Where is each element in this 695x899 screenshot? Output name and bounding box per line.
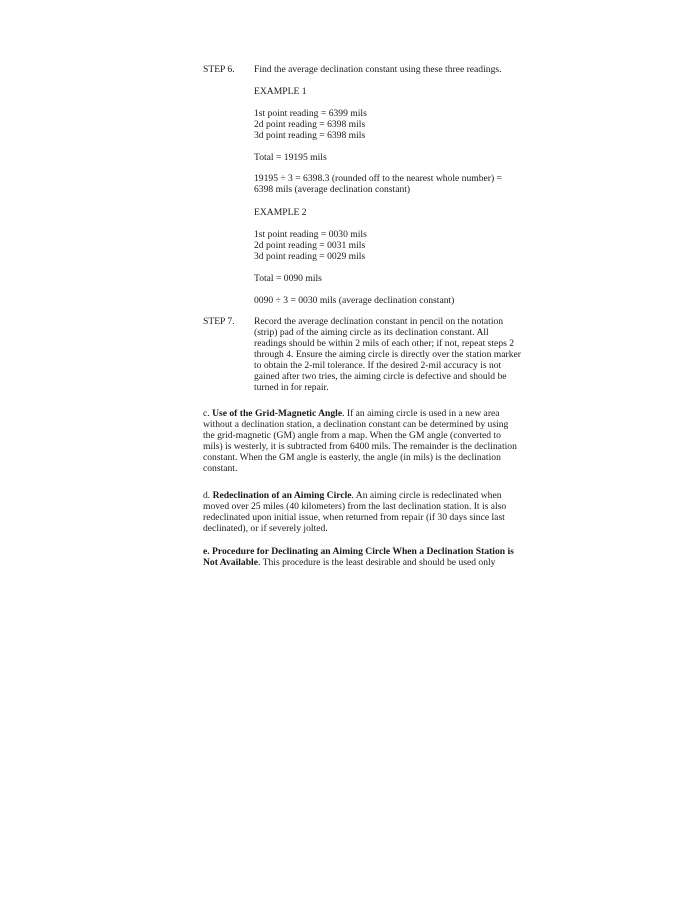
section-c-first-line	[203, 408, 533, 419]
example-1-readings	[254, 108, 524, 141]
section-d-title: Redeclination of an Aiming Circle	[212, 490, 352, 501]
section-e-second-line	[203, 557, 533, 568]
section-d-text: . An aiming circle is redeclinated when	[351, 490, 502, 501]
step-6-instruction: Find the average declination constant using these three readings.	[254, 64, 502, 75]
step-7-line: (strip) pad of the aiming circle as its declination constant. All	[254, 327, 489, 338]
section-d-line: moved over 25 miles (40 kilometers) from the last declination station. It is also	[203, 501, 507, 512]
step-7-line: Record the average declination constant in pencil on the notation	[254, 316, 504, 327]
example-1-reading: 1st point reading = 6399 mils	[254, 108, 367, 119]
step-7-line: turned in for repair.	[254, 382, 329, 393]
example-2-reading: 1st point reading = 0030 mils	[254, 229, 367, 240]
section-c-line: without a declination station, a declination constant can be determined by using	[203, 419, 509, 430]
section-c-line: the grid-magnetic (GM) angle from a map. When the GM angle (converted to	[203, 430, 501, 441]
section-c-prefix: c.	[203, 408, 213, 419]
example-2-total-block	[254, 273, 524, 284]
example-2-readings	[254, 229, 524, 262]
section-e-title-line: e. Procedure for Declinating an Aiming Circle When a Declination Station is	[203, 546, 514, 557]
example-1-heading-block	[254, 86, 524, 97]
section-c-line: constant. When the GM angle is easterly, the angle (in mils) is the declination	[203, 452, 501, 463]
section-c-text: . If an aiming circle is used in a new area	[342, 408, 500, 419]
example-2-total: Total = 0090 mils	[254, 273, 322, 284]
section-d-prefix: d.	[203, 490, 213, 501]
example-1-calc-line: 19195 ÷ 3 = 6398.3 (rounded off to the nearest whole number) =	[254, 173, 502, 184]
example-1-total-block	[254, 152, 524, 163]
step-6-label: STEP 6.	[203, 64, 235, 75]
example-1-calculation	[254, 173, 524, 195]
section-d-first-line	[203, 490, 533, 501]
step-7-line: to obtain the 2-mil tolerance. If the desired 2-mil accuracy is not	[254, 360, 502, 371]
example-2-heading: EXAMPLE 2	[254, 207, 307, 218]
section-c-line: mils) is westerly, it is subtracted from 6400 mils. The remainder is the declination	[203, 441, 517, 452]
section-e-text: . This procedure is the least desirable and should be used only	[258, 557, 496, 568]
step-7-body	[254, 316, 524, 393]
example-2-calculation	[254, 295, 524, 306]
step-7-line: through 4. Ensure the aiming circle is directly over the station marker	[254, 349, 521, 360]
section-e-paragraph	[203, 546, 533, 568]
example-1-total: Total = 19195 mils	[254, 152, 327, 163]
section-e-title-end: Not Available	[203, 557, 258, 568]
section-c-paragraph	[203, 408, 533, 474]
step-7-line: readings should be within 2 mils of each other; if not, repeat steps 2	[254, 338, 515, 349]
example-2-heading-block	[254, 207, 524, 218]
example-1-calc-line: 6398 mils (average declination constant)	[254, 184, 411, 195]
example-1-heading: EXAMPLE 1	[254, 86, 307, 97]
section-c-line: constant.	[203, 463, 238, 474]
step-7-line: gained after two tries, the aiming circle is defective and should be	[254, 371, 507, 382]
example-1-reading: 3d point reading = 6398 mils	[254, 130, 366, 141]
step-6-body	[254, 64, 524, 75]
example-1-reading: 2d point reading = 6398 mils	[254, 119, 366, 130]
section-d-paragraph	[203, 490, 533, 534]
section-d-line: redeclinated upon initial issue, when returned from repair (if 30 days since last	[203, 512, 505, 523]
example-2-calc-line: 0090 ÷ 3 = 0030 mils (average declination constant)	[254, 295, 455, 306]
section-c-title: Use of the Grid-Magnetic Angle	[212, 408, 343, 419]
example-2-reading: 3d point reading = 0029 mils	[254, 251, 366, 262]
example-2-reading: 2d point reading = 0031 mils	[254, 240, 366, 251]
section-d-line: declinated), or if severely jolted.	[203, 523, 328, 534]
step-7-label: STEP 7.	[203, 316, 235, 327]
